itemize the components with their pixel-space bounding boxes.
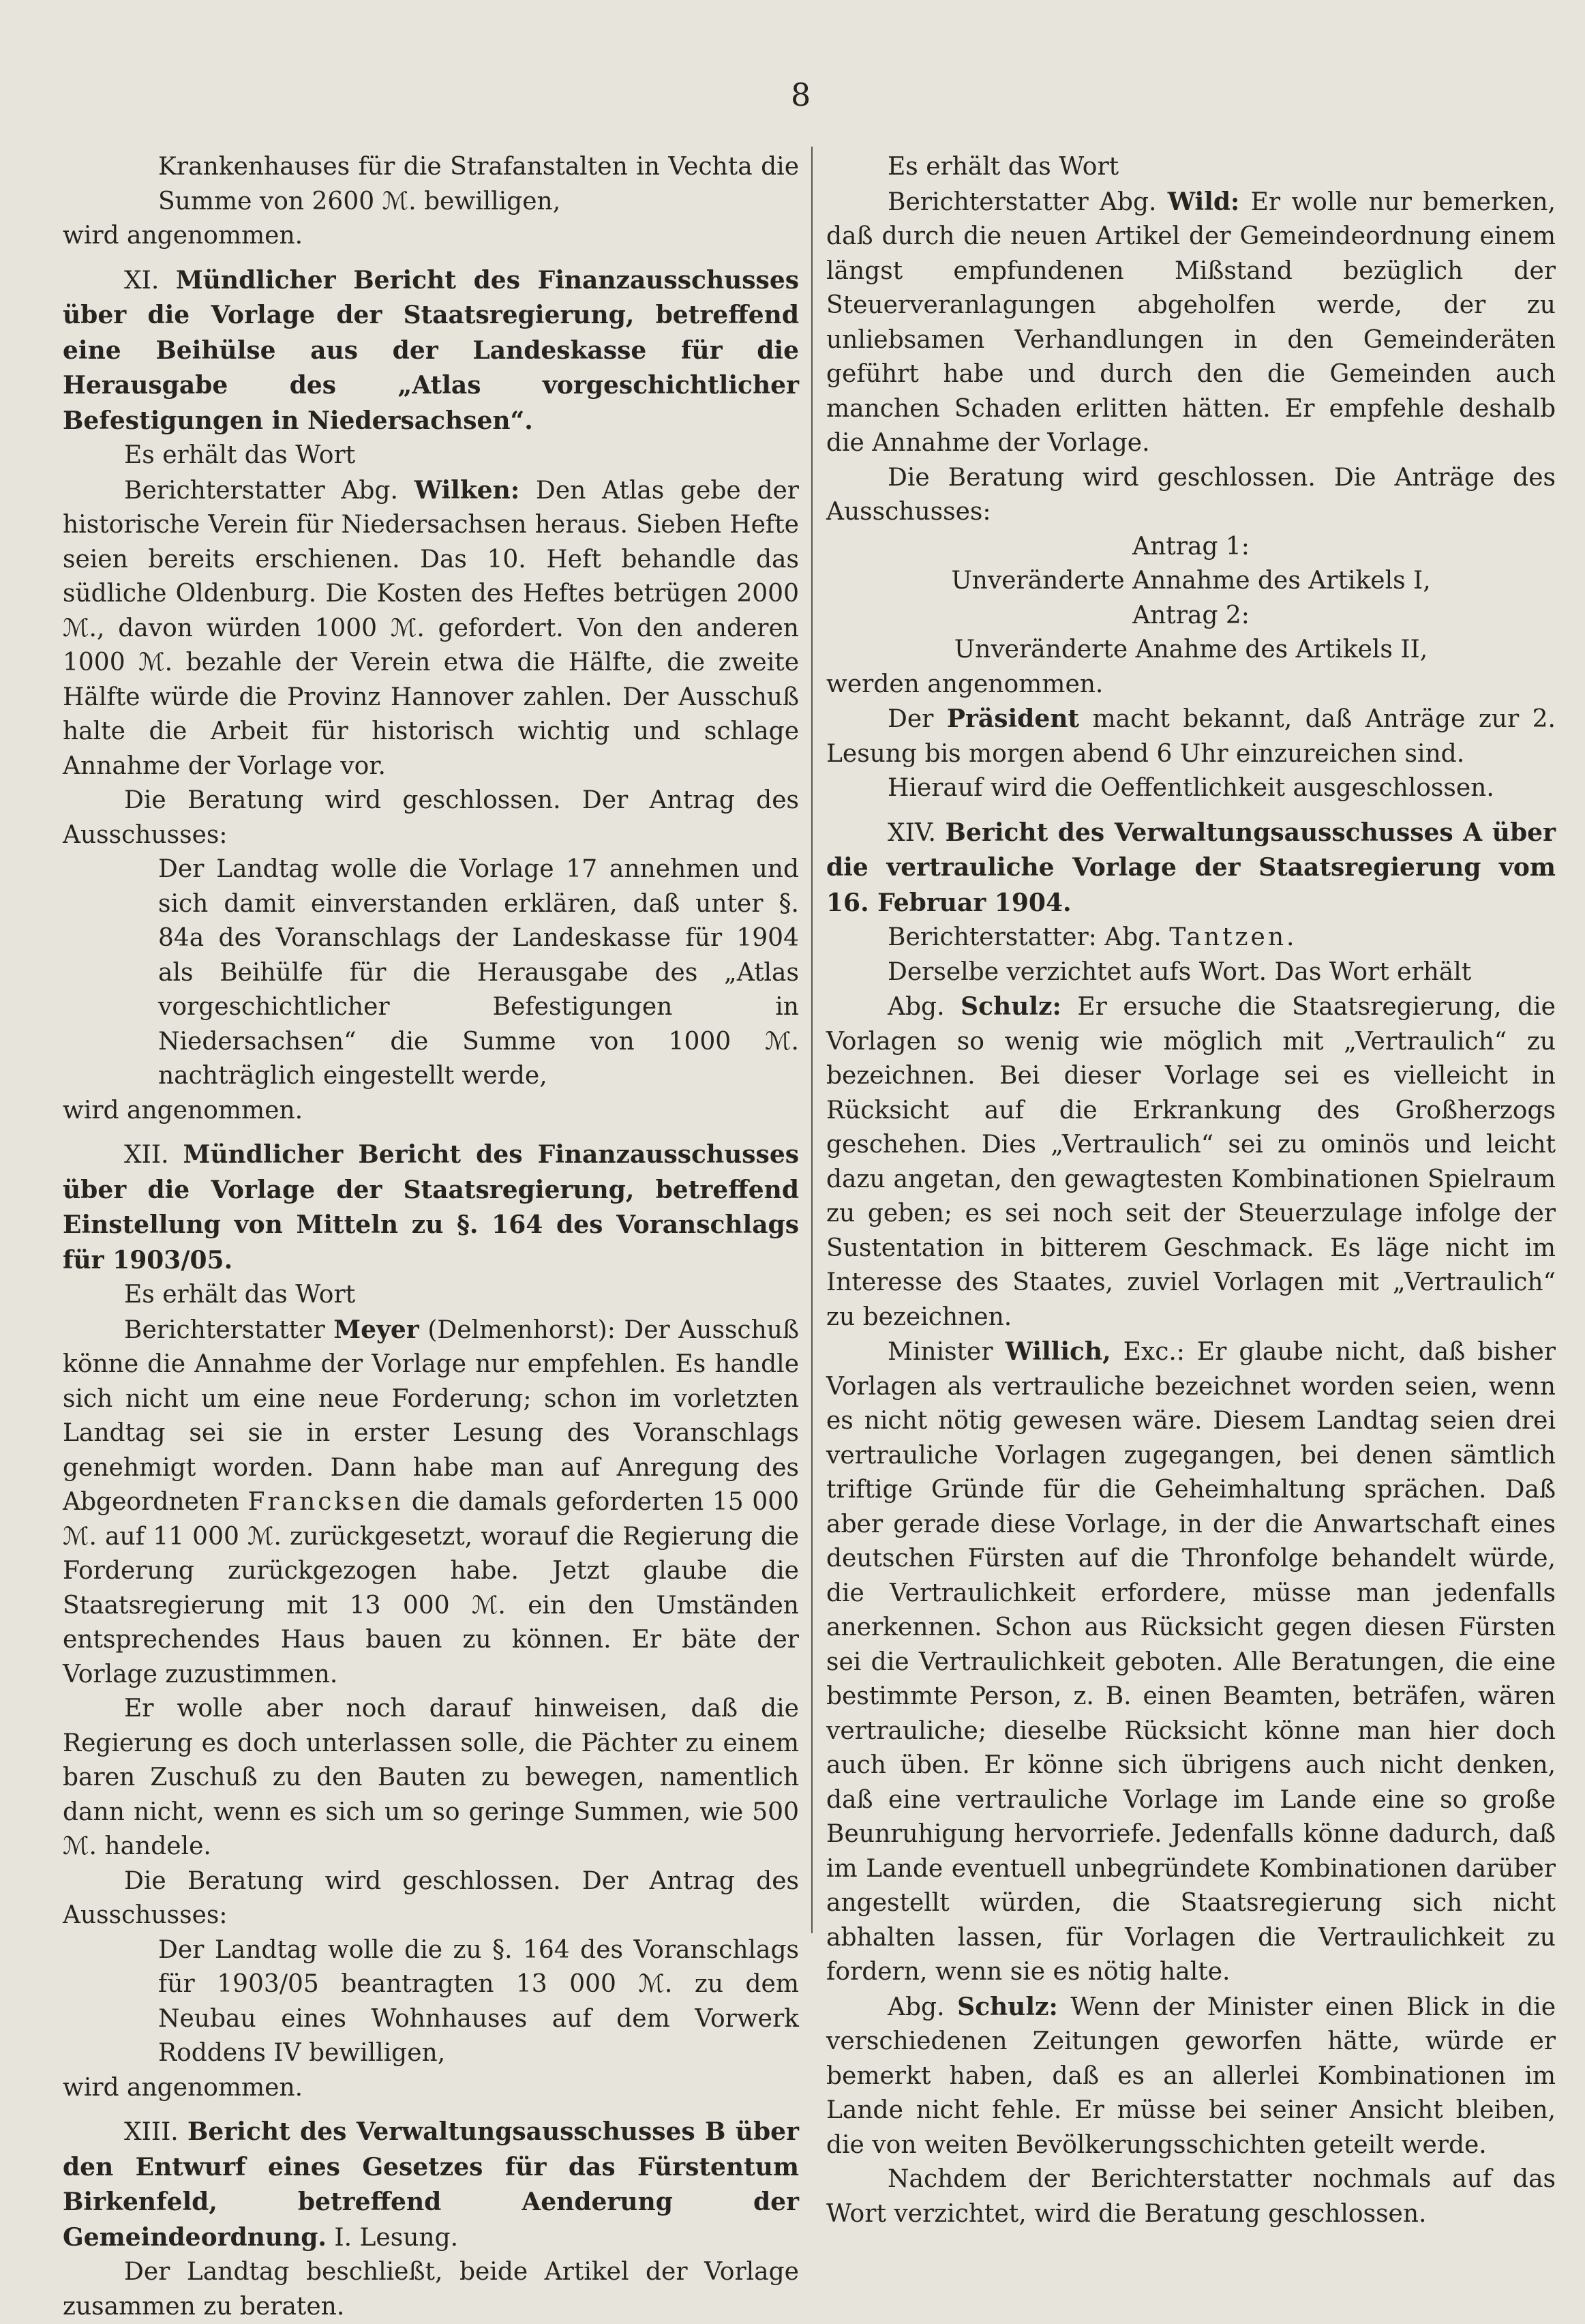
paragraph: Er wolle aber noch darauf hinweisen, daß die Regierung es doch unterlassen solle, die Pächter zu einem baren Zuschuß zu den Bauten zu bewegen, namentlich dann nicht, wenn es sich um so geringe Summen, wie 500 ℳ. handele. [63, 1695, 799, 1860]
paragraph: Die Beratung wird geschlossen. Der Antrag des Ausschusses: [63, 786, 799, 849]
speech-text: (Delmenhorst): Der Ausschuß könne die Annahme der Vorlage nur empfehlen. Es handle sich nicht um eine neue Forderung; schon im vorletzten Landtag sei sie in erster Lesung des Voranschlags genehmigt worden. Dann habe man auf Anregung des Abgeordneten [63, 1315, 800, 1516]
motion-label: Antrag 1: [1132, 532, 1250, 561]
left-column [63, 150, 799, 2324]
person-name: Tantzen. [1169, 923, 1297, 951]
paragraph [63, 1313, 799, 1693]
speaker-name: Präsident [946, 704, 1080, 733]
paragraph: Es erhält das Wort [888, 153, 1119, 181]
motion-label: Antrag 2: [1132, 601, 1250, 629]
speech-text: macht bekannt, daß Anträge zur 2. Lesung bis morgen abend 6 Uhr einzureichen sind. [826, 705, 1556, 768]
paragraph [826, 185, 1556, 461]
paragraph [63, 473, 799, 784]
paragraph [826, 1990, 1556, 2163]
paragraph: Derselbe verzichtet aufs Wort. Das Wort erhält [888, 957, 1472, 986]
section-number: XII. [124, 1141, 169, 1169]
speech-text: die damals geforderten 15 000 ℳ. auf 11 000 ℳ. zurückgesetzt, worauf die Regierung die Forderung zurückgezogen habe. Jetzt glaube die Staatsregierung mit 13 000 ℳ. ein den Umständen entsprechendes Haus bauen zu können. Er bäte der Vorlage zuzustimmen. [63, 1488, 800, 1688]
speaker-role: Berichterstatter Abg. [888, 188, 1157, 216]
section-number: XIV. [888, 818, 936, 847]
paragraph: Hierauf wird die Oeffentlichkeit ausgeschlossen. [888, 774, 1494, 802]
reading-label: I. Lesung. [334, 2223, 459, 2252]
paragraph [826, 1335, 1556, 1990]
paragraph [826, 702, 1556, 771]
paragraph [826, 989, 1556, 1335]
paragraph: Der Landtag beschließt, beide Artikel der Vorlage zusammen zu beraten. [63, 2258, 799, 2321]
paragraph [826, 921, 1556, 955]
section-number: XI. [124, 266, 160, 295]
speech-text: Er wolle nur bemerken, daß durch die neuen Artikel der Gemeindeordnung einem längst empfundenen Mißstand bezüglich der Steuerveranlagungen abgeholfen werde, der zu unliebsamen Verhandlungen in den Gemeinderäten geführt habe und durch den die Gemeinden auch manchen Schaden erlitten hätten. Er empfehle deshalb die Annahme der Vorlage. [826, 188, 1556, 457]
speaker-name: Wilken: [414, 475, 520, 505]
motion-quote: Der Landtag wolle die Vorlage 17 annehmen und sich damit einverstanden erklären, daß unter §. 84a des Voranschlags der Landeskasse für 1904 als Beihülfe für die Herausgabe des „Atlas vorgeschichtlicher Befestigungen in Niedersachsen“ die Summe von 1000 ℳ. nachträglich eingestellt werde, [158, 855, 799, 1090]
person-name: Francksen [247, 1488, 404, 1516]
result-line: wird angenommen. [63, 1096, 303, 1124]
speech-text: Wenn der Minister einen Blick in die verschiedenen Zeitungen geworfen hätte, würde er bemerkt haben, daß es an allerlei Kombinationen im Lande nicht fehle. Er müsse bei seiner Ansicht bleiben, die von weiten Bevölkerungsschichten geteilt werde. [826, 1993, 1556, 2159]
paragraph: Es erhält das Wort [124, 441, 356, 469]
section-xii-heading [63, 1137, 799, 1278]
paragraph: Die Beratung wird geschlossen. Der Antrag des Ausschusses: [63, 1866, 799, 1929]
paragraph: Es erhält das Wort [124, 1281, 356, 1309]
result-line: wird angenommen. [63, 222, 303, 250]
result-line: wird angenommen. [63, 2073, 303, 2102]
result-line: werden angenommen. [826, 670, 1104, 698]
section-number: XIII. [124, 2118, 179, 2146]
section-xiv-heading [826, 816, 1556, 921]
speaker-name: Wild: [1167, 187, 1240, 216]
paragraph: Die Beratung wird geschlossen. Die Anträge des Ausschusses: [826, 463, 1556, 526]
paragraph: Nachdem der Berichterstatter nochmals auf das Wort verzichtet, wird die Beratung geschlossen. [826, 2165, 1556, 2228]
section-title: Mündlicher Bericht des Finanzausschusses über die Vorlage der Staatsregierung, betreffend Einstellung von Mitteln zu §. 164 des Voranschlags für 1903/05. [63, 1140, 799, 1275]
motion-text: Unveränderte Anahme des Artikels II, [954, 636, 1428, 664]
speaker-role: Berichterstatter: Abg. [888, 923, 1162, 951]
speech-text: Exc.: Er glaube nicht, daß bisher Vorlagen als vertrauliche bezeichnet worden seien, wenn es nicht nötig gewesen wäre. Diesem Landtag seien drei vertrauliche Vorlagen zugegangen, bei denen sämtlich triftige Gründe für die Geheimhaltung sprächen. Daß aber gerade diese Vorlage, in der die Anwartschaft eines deutschen Fürsten auf die Thronfolge behandelt würde, die Vertraulichkeit erfordere, müsse man jedenfalls anerkennen. Schon aus Rücksicht gegen diesen Fürsten sei die Vertraulichkeit geboten. Alle Beratungen, die eine bestimmte Person, z. B. einen Beamten, beträfen, wären vertrauliche; dieselbe Rücksicht könne man hier doch auch üben. Er könne sich übrigens auch nicht denken, daß eine vertrauliche Vorlage im Lande eine so große Beunruhigung hervorriefe. Jedenfalls könne dadurch, daß im Lande eventuell unbegründete Kombinationen darüber angestellt würden, die Staatsregierung sich nicht abhalten lassen, für Vorlagen die Vertraulichkeit zu fordern, wenn sie es nötig halte. [826, 1338, 1556, 1986]
section-xiii-heading [63, 2115, 799, 2255]
section-title: Bericht des Verwaltungsausschusses A über die vertrauliche Vorlage der Staatsregierung vom 16. Februar 1904. [826, 818, 1556, 917]
speaker-name: Meyer [333, 1315, 419, 1344]
section-title: Bericht des Verwaltungsausschusses B über den Entwurf eines Gesetzes für das Fürstentum Birkenfeld, betreffend Aenderung der Gemeindeordnung. [63, 2117, 799, 2252]
paragraph: Krankenhauses für die Strafanstalten in Vechta die Summe von 2600 ℳ. bewilligen, [158, 153, 799, 215]
speech-text: Den Atlas gebe der historische Verein für Niedersachsen heraus. Sieben Hefte seien bereits erschienen. Das 10. Heft behandle das südliche Oldenburg. Die Kosten des Heftes betrügen 2000 ℳ., davon würden 1000 ℳ. gefordert. Von den anderen 1000 ℳ. bezahle der Verein etwa die Hälfte, die zweite Hälfte würde die Provinz Hannover zahlen. Der Ausschuß halte die Arbeit für historisch wichtig und schlage Annahme der Vorlage vor. [63, 476, 800, 780]
speaker-role: Berichterstatter [124, 1315, 325, 1344]
speaker-role: Abg. [888, 1993, 945, 2021]
speaker-name: Willich, [1005, 1337, 1111, 1366]
motion-quote: Der Landtag wolle die zu §. 164 des Voranschlags für 1903/05 beantragten 13 000 ℳ. zu dem Neubau eines Wohnhauses auf dem Vorwerk Roddens IV bewilligen, [158, 1935, 799, 2067]
speech-text: Er ersuche die Staatsregierung, die Vorlagen so wenig wie möglich mit „Vertraulich“ zu bezeichnen. Bei dieser Vorlage sei es vielleicht in Rücksicht auf die Erkrankung des Großherzogs geschehen. Dies „Vertraulich“ sei zu ominös und leicht dazu angetan, den gewagtesten Kombinationen Spielraum zu geben; es sei noch seit der Steuerzulage infolge der Sustentation in bitterem Geschmack. Es läge nicht im Interesse des Staates, zuviel Vorlagen mit „Vertraulich“ zu bezeichnen. [826, 993, 1556, 1331]
speaker-name: Schulz: [961, 992, 1061, 1021]
speaker-name: Schulz: [957, 1992, 1058, 2021]
motion-text: Unveränderte Annahme des Artikels I, [951, 567, 1431, 595]
column-divider [811, 147, 813, 1933]
speaker-role: Berichterstatter Abg. [124, 476, 398, 505]
page-number: 8 [791, 76, 811, 113]
section-xi-heading [63, 263, 799, 439]
article: Der [888, 705, 934, 733]
section-title: Mündlicher Bericht des Finanzausschusses über die Vorlage der Staatsregierung, betreffend eine Beihülse aus der Landeskasse für die Herausgabe des „Atlas vorgeschichtlicher Befestigungen in Niedersachsen“. [63, 265, 799, 435]
speaker-role: Abg. [888, 993, 945, 1021]
right-column [826, 150, 1556, 2231]
speaker-role: Minister [888, 1338, 993, 1366]
